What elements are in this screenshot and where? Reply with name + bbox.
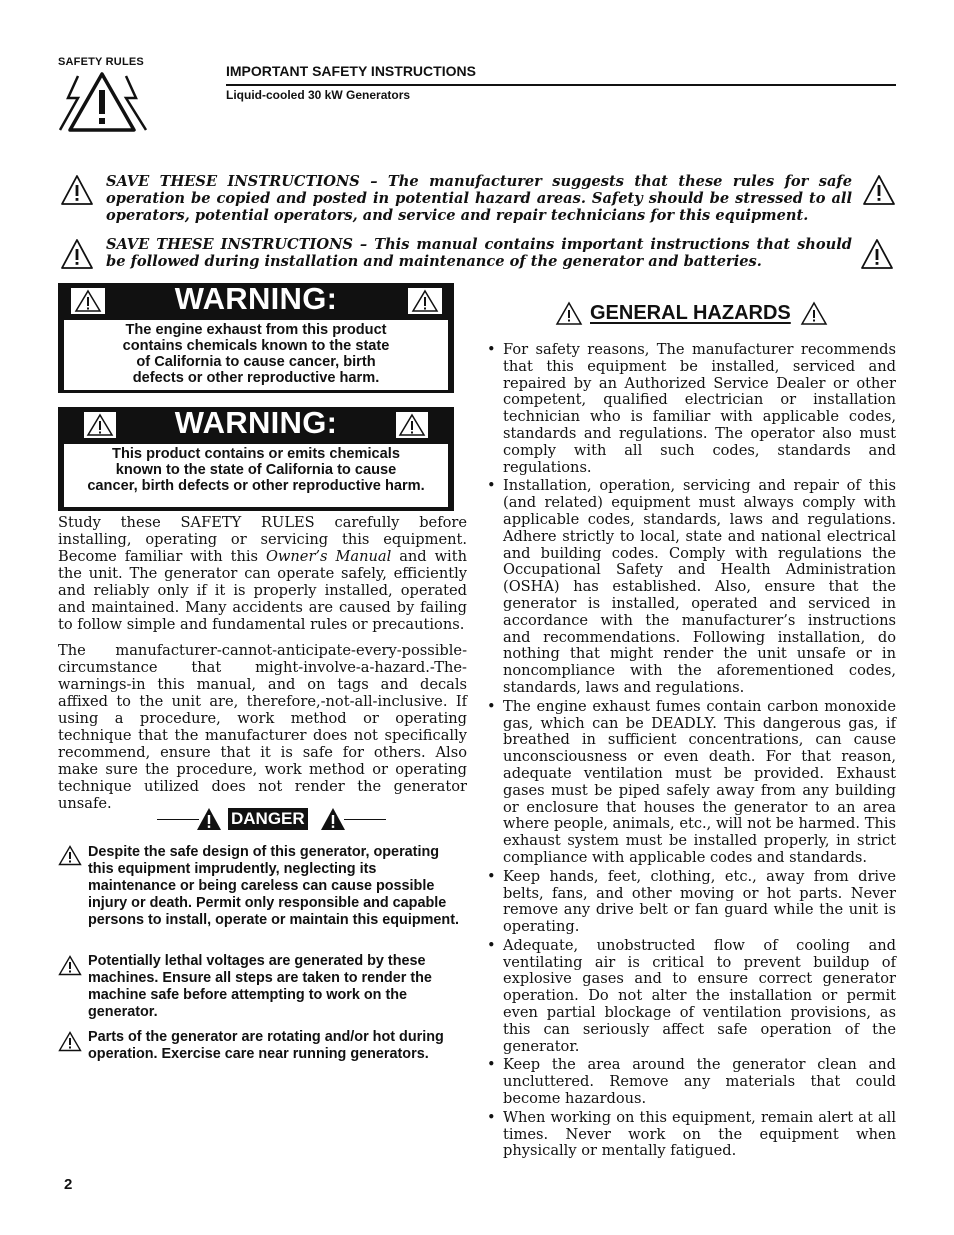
intro-paragraph-2: The manufacturer-cannot-anticipate-every-possible-circumstance that might-involve-a-hazard.-The-warnings-in this manual, and on tags and decals affixed to the unit are, therefore,-not-all-inclusive. If using a procedure, work method or operating technique that the manufacturer does not specifically recommend, ensure that it is safe for others. Also make sure the procedure, work method or operating technique utilized does not render the generator unsafe. xyxy=(58,642,467,812)
caution-triangle-icon xyxy=(555,301,583,326)
intro-text: Study these SAFETY RULES carefully before installing, operating or servicing this equipment. Become familiar with this xyxy=(58,514,467,565)
safety-rules-logo xyxy=(58,56,150,138)
header-title: IMPORTANT SAFETY INSTRUCTIONS xyxy=(226,63,476,79)
warning-triangle-icon xyxy=(408,288,442,314)
danger-label: DANGER xyxy=(228,808,308,830)
danger-triangle-icon xyxy=(320,807,346,831)
list-item: • Keep hands, feet, clothing, etc., away from drive belts, fans, and other moving or hot parts. Never remove any drive belt or fan guard while the unit is operating. xyxy=(486,869,896,936)
danger-rule-left xyxy=(157,819,199,820)
caution-triangle-icon xyxy=(800,301,828,326)
warning-line: This product contains or emits chemicals xyxy=(112,446,400,462)
warning-icon-box-right xyxy=(396,412,428,438)
intro-paragraph-1 xyxy=(58,514,467,633)
high-voltage-warning-icon xyxy=(58,68,150,134)
caution-triangle-icon xyxy=(60,238,94,270)
general-hazards-title: GENERAL HAZARDS xyxy=(590,302,791,324)
warning-icon-box-right xyxy=(408,288,442,314)
warning-line: known to the state of California to cause xyxy=(115,462,397,478)
header-subtitle: Liquid-cooled 30 kW Generators xyxy=(226,88,411,102)
warning-box-2 xyxy=(58,407,454,511)
list-item: • Keep the area around the generator clean and uncluttered. Remove any materials that could become hazardous. xyxy=(486,1057,896,1107)
list-item: • For safety reasons, The manufacturer recommends that this equipment be installed, serviced and repaired by an Authorized Service Dealer or other competent, qualified electrician or installation technician who is familiar with applicable codes, standards and regulations. The operator also must comply with all such codes, standards and regulations. xyxy=(486,342,896,476)
list-item: • When working on this equipment, remain alert at all times. Never work on the equipment when physically or mentally fatigued. xyxy=(486,1110,896,1160)
warning-heading: WARNING: xyxy=(174,405,338,440)
danger-triangle-icon xyxy=(196,807,222,831)
list-item: • Installation, operation, servicing and repair of this (and related) equipment must always comply with applicable codes, standards, laws and regulations. Adhere strictly to local, state and national electrical and building codes. Comply with regulations the Occupational Safety and Health Administration (OSHA) has established. Also, ensure that the generator is installed, operated and serviced in accordance with the manufacturer’s instructions and recommendations. Following installation, do nothing that might render the unit unsafe or in noncompliance with the aforementioned codes, standards, laws and regulations. xyxy=(486,478,896,696)
danger-rule-right xyxy=(344,819,386,820)
caution-triangle-icon xyxy=(58,1031,82,1052)
warning-triangle-icon xyxy=(396,412,428,438)
danger-item-1: Despite the safe design of this generator, operating this equipment imprudently, neglecting its maintenance or being careless can cause possible injury or death. Permit only responsible and capable persons to install, operate or maintain this equipment. xyxy=(88,844,460,928)
caution-triangle-icon xyxy=(58,955,82,976)
warning-text-2 xyxy=(64,444,448,507)
manual-title: Owner’s Manual xyxy=(265,548,392,565)
caution-triangle-icon xyxy=(862,174,896,206)
warning-text-1 xyxy=(64,320,448,390)
general-hazards-list xyxy=(486,342,896,1162)
intro-text: and with the unit. The generator can operate safely, efficiently and reliably only if it is properly installed, operated and maintained. Many accidents are caused by failing to follow simple and fundamental rules or precautions. xyxy=(58,548,467,633)
caution-triangle-icon xyxy=(860,238,894,270)
page-number: 2 xyxy=(64,1176,73,1193)
warning-box-1 xyxy=(58,283,454,393)
save-instructions-notice-1: SAVE THESE INSTRUCTIONS – The manufacturer suggests that these rules for safe operation be copied and posted in potential hazard areas. Safety should be stressed to all operators, potential operators, and service and repair technicians for this equipment. xyxy=(106,173,852,224)
list-item: • The engine exhaust fumes contain carbon monoxide gas, which can be DEADLY. This dangerous gas, if breathed in sufficient concentrations, can cause unconsciousness or even death. For that reason, adequate ventilation must be provided. Exhaust gases must be piped safely away from any building or enclosure that houses the generator to an area where people, animals, etc., will not be harmed. This exhaust system must be installed properly, in strict compliance with applicable codes and standards. xyxy=(486,699,896,867)
danger-item-2: Potentially lethal voltages are generated by these machines. Ensure all steps are taken to render the machine safe before attempting to work on the generator. xyxy=(88,953,432,1020)
caution-triangle-icon xyxy=(60,174,94,206)
save-instructions-notice-2: SAVE THESE INSTRUCTIONS – This manual contains important instructions that should be followed during installation and maintenance of the generator and batteries. xyxy=(106,236,852,270)
caution-triangle-icon xyxy=(58,845,82,866)
warning-line: of California to cause cancer, birth xyxy=(136,354,376,370)
section-label: SAFETY RULES xyxy=(58,56,144,68)
list-item: • Adequate, unobstructed flow of cooling and ventilating air is critical to prevent buildup of explosive gases and to ensure correct generator operation. Do not alter the installation or permit even partial blockage of ventilation provisions, as this can seriously affect safe operation of the generator. xyxy=(486,938,896,1056)
warning-line: The engine exhaust from this product xyxy=(125,322,387,338)
danger-item-3: Parts of the generator are rotating and/or hot during operation. Exercise care near running generators. xyxy=(88,1029,444,1062)
warning-heading: WARNING: xyxy=(174,281,338,316)
warning-line: cancer, birth defects or other reproductive harm. xyxy=(87,478,425,494)
warning-line: defects or other reproductive harm. xyxy=(132,370,380,386)
header-rule xyxy=(226,84,896,86)
warning-line: contains chemicals known to the state xyxy=(122,338,390,354)
